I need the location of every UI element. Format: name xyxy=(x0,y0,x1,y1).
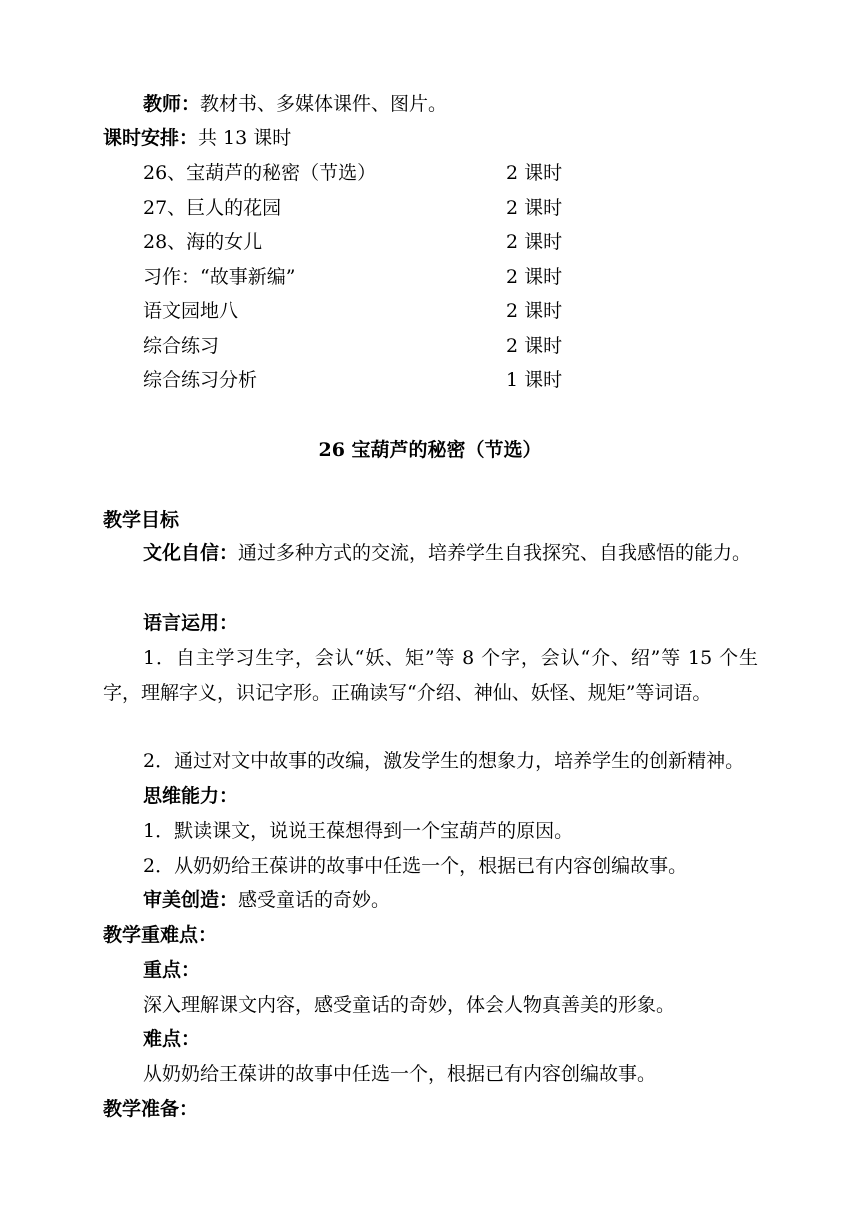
thinking-label: 思维能力： xyxy=(143,785,239,807)
schedule-item-name: 26、宝葫芦的秘密（节选） xyxy=(143,162,377,184)
schedule-label: 课时安排： xyxy=(103,127,199,149)
schedule-total: 共 13 课时 xyxy=(198,127,292,149)
aesthetic-text: 感受童话的奇妙。 xyxy=(238,889,391,911)
language-label: 语言运用： xyxy=(143,612,239,634)
objectives-heading: 教学目标 xyxy=(103,509,180,531)
teacher-prep-line xyxy=(143,92,447,116)
key-label: 重点： xyxy=(143,959,201,981)
schedule-item-name: 28、海的女儿 xyxy=(143,231,263,253)
schedule-item-hours: 2 课时 xyxy=(506,335,563,357)
schedule-item-name: 习作：“故事新编” xyxy=(143,266,296,288)
schedule-line xyxy=(103,126,291,150)
teacher-text: 教材书、多媒体课件、图片。 xyxy=(200,93,448,115)
key-difficult-heading: 教学重难点： xyxy=(103,924,218,946)
language-item-2: 2．通过对文中故事的改编，激发学生的想象力，培养学生的创新精神。 xyxy=(143,750,745,772)
thinking-item-2: 2．从奶奶给王葆讲的故事中任选一个，根据已有内容创编故事。 xyxy=(143,855,688,877)
schedule-item-name: 综合练习 xyxy=(143,335,220,357)
schedule-item-hours: 2 课时 xyxy=(506,197,563,219)
schedule-item-hours: 2 课时 xyxy=(506,266,563,288)
key-text: 深入理解课文内容，感受童话的奇妙，体会人物真善美的形象。 xyxy=(143,994,676,1016)
difficult-text: 从奶奶给王葆讲的故事中任选一个，根据已有内容创编故事。 xyxy=(143,1063,657,1085)
culture-paragraph xyxy=(103,536,758,571)
culture-text: 通过多种方式的交流，培养学生自我探究、自我感悟的能力。 xyxy=(238,542,752,564)
schedule-item-name: 语文园地八 xyxy=(143,300,239,322)
teacher-label: 教师： xyxy=(143,93,201,115)
difficult-label: 难点： xyxy=(143,1028,201,1050)
language-item-1: 1．自主学习生字，会认“妖、矩”等 8 个字，会认“介、绍”等 15 个生字，理解字义，识记字形。正确读写“介绍、神仙、妖怪、规矩”等词语。 xyxy=(103,647,758,704)
thinking-item-1: 1．默读课文，说说王葆想得到一个宝葫芦的原因。 xyxy=(143,820,574,842)
aesthetic-label: 审美创造： xyxy=(143,889,239,911)
aesthetic-line xyxy=(143,888,390,912)
preparation-heading: 教学准备： xyxy=(103,1098,199,1120)
culture-label: 文化自信： xyxy=(143,542,239,564)
schedule-item-hours: 2 课时 xyxy=(506,231,563,253)
lesson-title: 26 宝葫芦的秘密（节选） xyxy=(318,439,542,461)
schedule-item-name: 综合练习分析 xyxy=(143,369,258,391)
schedule-item-hours: 2 课时 xyxy=(506,300,563,322)
schedule-item-name: 27、巨人的花园 xyxy=(143,197,282,219)
schedule-item-hours: 2 课时 xyxy=(506,162,563,184)
schedule-item-hours: 1 课时 xyxy=(506,369,563,391)
